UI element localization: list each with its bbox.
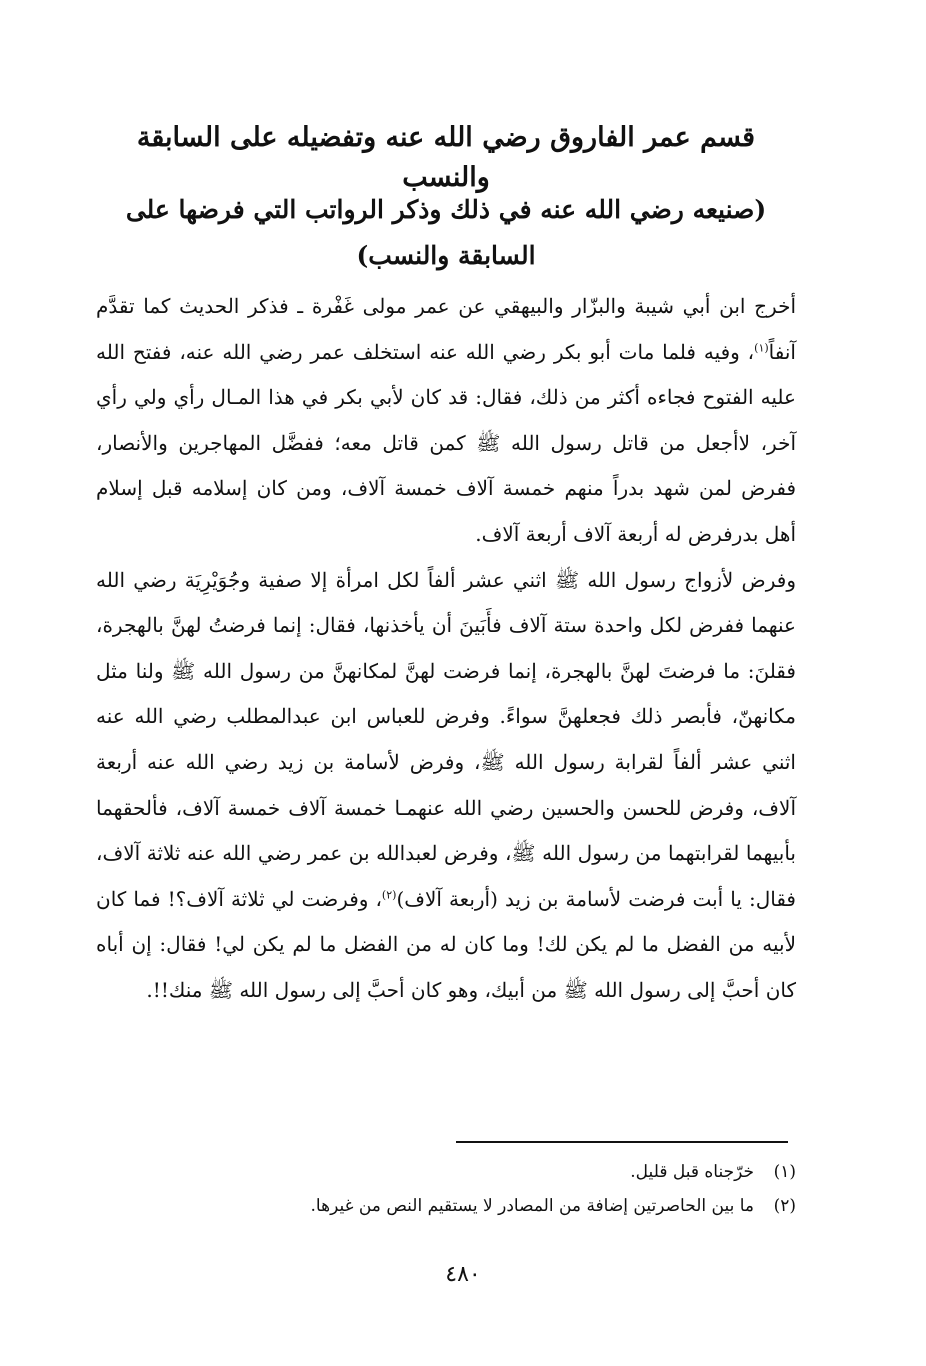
footnote-item [96,1189,796,1223]
footnote-text: ما بين الحاصرتين إضافة من المصادر لا يستقيم النص من غيرها. [310,1196,754,1216]
chapter-title: قسم عمر الفاروق رضي الله عنه وتفضيله على السابقة والنسب [136,122,756,193]
paragraph-1-part-2: ، وفيه فلما مات أبو بكر رضي الله عنه استخلف عمر رضي الله عنه، ففتح الله عليه الفتوح فجاءه أكثر من ذلك، فقال: قد كان لأبي بكر في هذا المـال رأي ولي رأي آخر، لاأجعل من قاتل رسول الله ﷺ كمن قاتل معه؛ ففضَّل المهاجرين والأنصار، ففرض لمن شهد بدراً منهم خمسة آلاف خمسة آلاف، ومن كان إسلامه قبل إسلام أهل بدرفرض له أربعة آلاف أربعة آلاف. [96,339,796,546]
footnote-number: (١) [773,1162,796,1182]
page-number: ٤٨٠ [445,1262,481,1287]
footnotes [96,1155,796,1223]
chapter-subtitle: (صنيعه رضي الله عنه في ذلك وذكر الرواتب التي فرضها على السابقة والنسب) [125,195,767,270]
paragraph-2-part-2: ، وفرضت لي ثلاثة آلاف؟! فما كان لأبيه من الفضل ما لم يكن لك! وما كان له من الفضل ما لم يكن لي! فقال: إن أباه كان أحبَّ إلى رسول الله ﷺ من أبيك، وهو كان أحبَّ إلى رسول الله ﷺ منك!!. [96,886,796,1002]
footnote-text: خرّجناه قبل قليل. [630,1162,754,1182]
body-text [96,284,796,1014]
footnote-ref-2: (٢) [381,888,397,902]
paragraph-1-part-1: أخرج ابن أبي شيبة والبزّار والبيهقي عن عمر مولى غَفْرة ـ فذكر الحديث كما تقدَّم آنفاً [96,294,796,364]
footnote-number: (٢) [773,1196,796,1216]
paragraph-1 [96,284,796,558]
paragraph-2 [96,558,796,1014]
footnote-divider [456,1141,788,1143]
footnote-ref-1: (١) [754,340,769,354]
footnote-item [96,1155,796,1189]
paragraph-2-part-1: وفرض لأزواج رسول الله ﷺ اثني عشر ألفاً لكل امرأة إلا صفية وجُوَيْرِيَة رضي الله عنهما ففرض لكل واحدة ستة آلاف فأَبَينَ أن يأخذنها، فقال: إنما فرضتُ لهنَّ بالهجرة، فقلنَ: ما فرضتَ لهنَّ بالهجرة، إنما فرضت لهنَّ لمكانهنَّ من رسول الله ﷺ ولنا مثل مكانهنّ، فأبصر ذلك فجعلهنَّ سواءً. وفرض للعباس ابن عبدالمطلب رضي الله عنه اثني عشر ألفاً لقرابة رسول الله ﷺ، وفرض لأسامة بن زيد رضي الله عنه أربعة آلاف، وفرض للحسن والحسين رضي الله عنهمـا خمسة آلاف خمسة آلاف، فألحقهما بأبيهما لقرابتهما من رسول الله ﷺ، وفرض لعبدالله بن عمر رضي الله عنه ثلاثة آلاف، فقال: يا أبت فرضت لأسامة بن زيد (أربعة آلاف) [96,567,796,911]
